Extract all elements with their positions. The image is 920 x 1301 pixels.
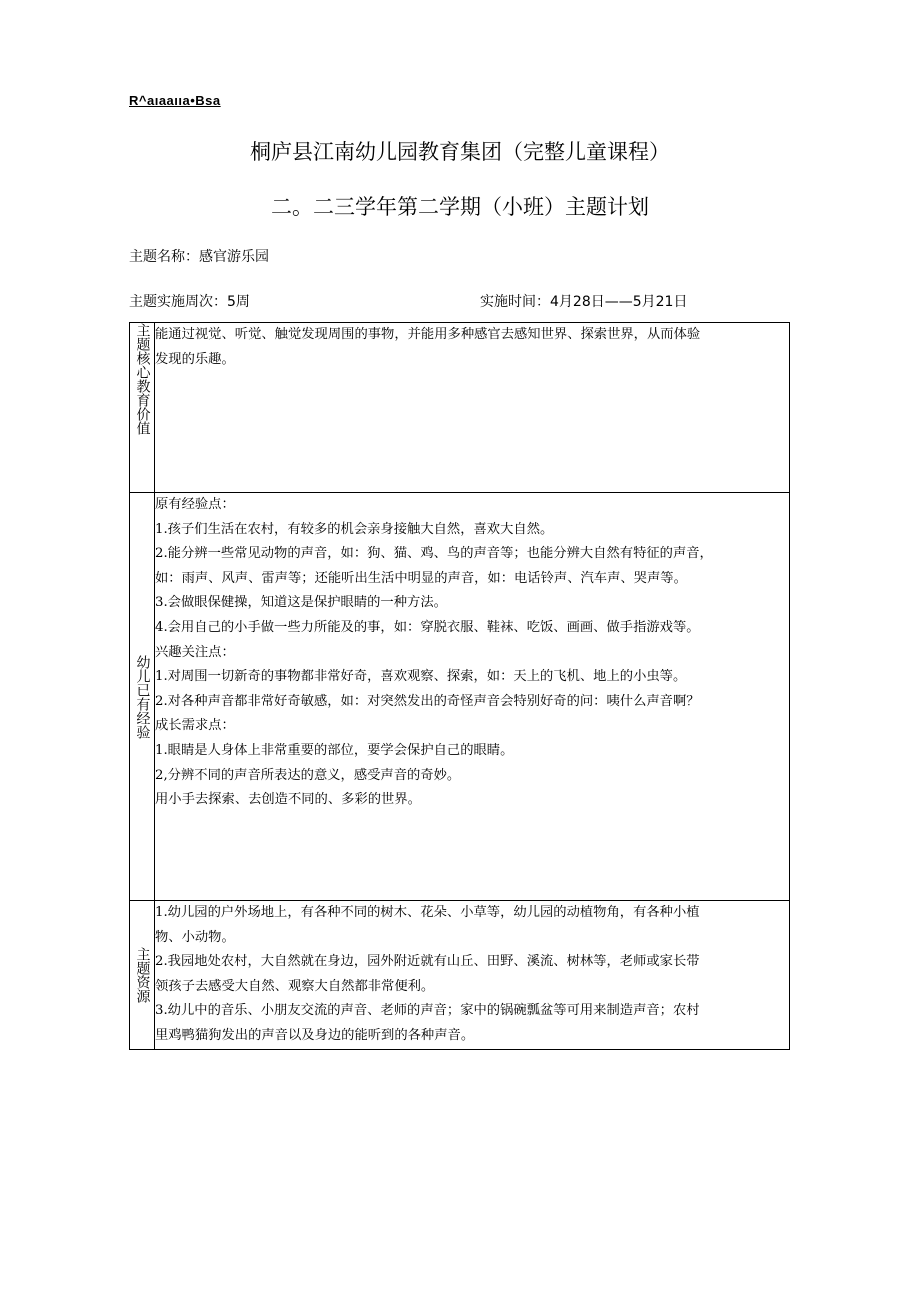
document-title: 桐庐县江南幼儿园教育集团（完整儿童课程）: [250, 140, 670, 164]
text-line: 2,分辨不同的声音所表达的意义，感受声音的奇妙。: [155, 767, 461, 783]
plan-table: [129, 322, 790, 1050]
theme-name: 主题名称：感官游乐园: [129, 249, 269, 265]
text-line: 2.能分辨一些常见动物的声音，如：狗、猫、鸡、鸟的声音等；也能分辨大自然有特征的声音，: [155, 546, 713, 562]
table-row: [130, 323, 790, 493]
text-line: 领孩子去感受大自然、观察大自然都非常便利。: [155, 978, 435, 994]
implementation-period: 实施时间：4月28日——5月21日: [480, 294, 688, 310]
table-row: [130, 901, 790, 1050]
row-content-experience: [155, 493, 790, 901]
document-subtitle: 二。二三学年第二学期（小班）主题计划: [271, 195, 649, 219]
text-line: 原有经验点：: [155, 497, 235, 512]
text-line: 兴趣关注点：: [155, 644, 235, 660]
text-line: 里鸡鸭猫狗发出的声音以及身边的能听到的各种声音。: [155, 1027, 475, 1043]
table-row: [130, 493, 790, 901]
row-label-text: 主题资源: [134, 946, 151, 1003]
row-label-text: 幼儿已有经验: [134, 654, 151, 739]
text-line: 能通过视觉、听觉、触觉发现周围的事物，并能用多种感官去感知世界、探索世界，从而体验: [155, 327, 701, 342]
row-content-resources: [155, 901, 790, 1050]
text-line: 2.对各种声音都非常好奇敏感，如：对突然发出的奇怪声音会特别好奇的问：咦什么声音啊？: [155, 693, 700, 709]
row-label-text: 主题核心教育价值: [134, 323, 151, 435]
text-line: 1.对周围一切新奇的事物都非常好奇，喜欢观察、探索，如：天上的飞机、地上的小虫等。: [155, 669, 687, 685]
row-label-experience: [130, 493, 155, 901]
text-line: 2.我园地处农村，大自然就在身边，园外附近就有山丘、田野、溪流、树林等，老师或家长带: [155, 954, 700, 970]
text-line: 发现的乐趣。: [155, 351, 235, 367]
text-line: 1.幼儿园的户外场地上，有各种不同的树木、花朵、小草等，幼儿园的动植物角，有各种小植: [155, 905, 700, 920]
document-code: R^aıaaııa•Bsa: [129, 93, 221, 108]
row-label-resources: [130, 901, 155, 1050]
row-content-core-value: [155, 323, 790, 493]
implementation-weeks: 主题实施周次：5周: [129, 294, 250, 310]
text-line: 物、小动物。: [155, 929, 235, 945]
text-line: 1.孩子们生活在农村，有较多的机会亲身接触大自然，喜欢大自然。: [155, 521, 554, 537]
text-line: 3.会做眼保健操，知道这是保护眼睛的一种方法。: [155, 595, 447, 611]
text-line: 3.幼儿中的音乐、小朋友交流的声音、老师的声音；家中的锅碗瓢盆等可用来制造声音；农村: [155, 1003, 700, 1019]
text-line: 1.眼睛是人身体上非常重要的部位，要学会保护自己的眼睛。: [155, 742, 514, 758]
row-label-core-value: [130, 323, 155, 493]
text-line: 成长需求点：: [155, 718, 235, 734]
text-line: 4.会用自己的小手做一些力所能及的事，如：穿脱衣服、鞋袜、吃饭、画画、做手指游戏等。: [155, 619, 700, 635]
text-line: 用小手去探索、去创造不同的、多彩的世界。: [155, 792, 421, 808]
text-line: 如：雨声、风声、雷声等；还能听出生活中明显的声音，如：电话铃声、汽车声、哭声等。: [155, 570, 687, 586]
